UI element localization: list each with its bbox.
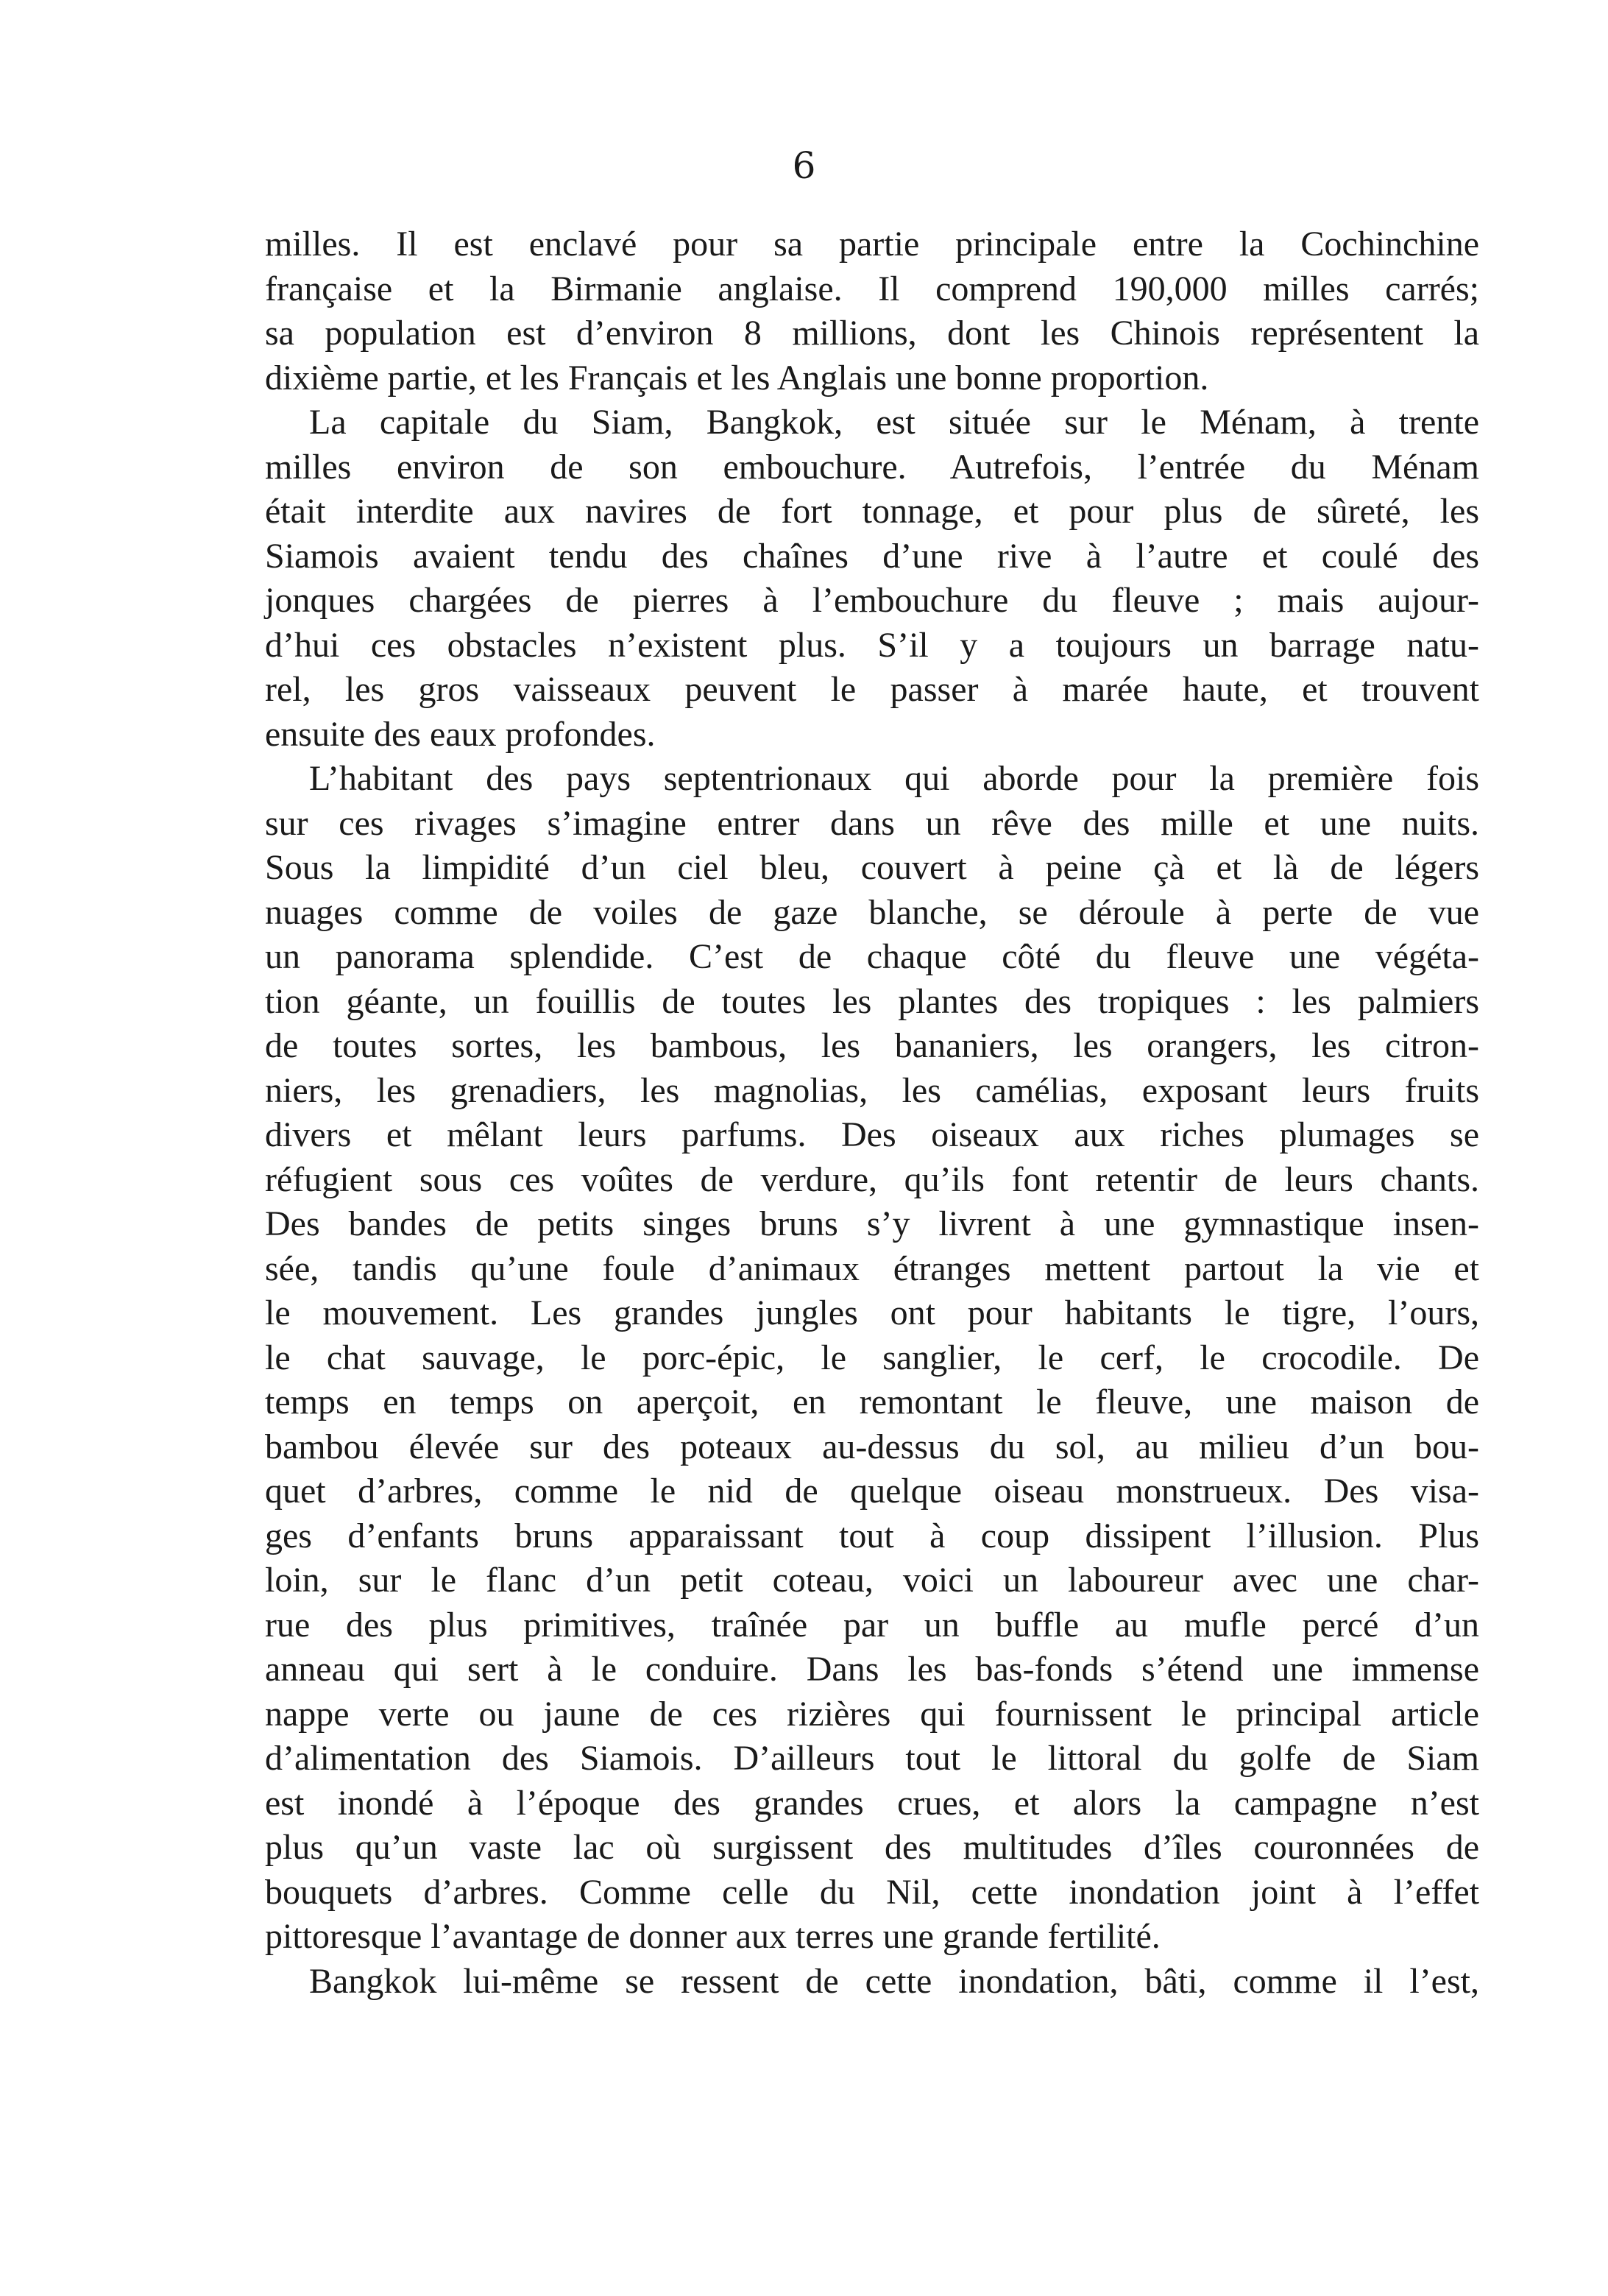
text-line: quet d’arbres, comme le nid de quelque oiseau monstrueux. Des visa- (265, 1472, 1479, 1511)
page-number: 6 (792, 144, 816, 187)
text-line: niers, les grenadiers, les magnolias, les camélias, exposant leurs fruits (265, 1070, 1479, 1110)
text-line: est inondé à l’époque des grandes crues, et alors la campagne n’est (265, 1783, 1479, 1823)
text-line: L’habitant des pays septentrionaux qui aborde pour la première fois (309, 759, 1479, 798)
text-line: d’hui ces obstacles n’existent plus. S’il y a toujours un barrage natu- (265, 625, 1479, 665)
text-line: jonques chargées de pierres à l’embouchure du fleuve ; mais aujour- (265, 581, 1479, 620)
text-line: Des bandes de petits singes bruns s’y livrent à une gymnastique insen- (265, 1204, 1479, 1243)
text-line: le chat sauvage, le porc-épic, le sanglier, le cerf, le crocodile. De (265, 1338, 1479, 1377)
text-line: française et la Birmanie anglaise. Il comprend 190,000 milles carrés; (265, 269, 1479, 308)
text-line: anneau qui sert à le conduire. Dans les bas-fonds s’étend une immense (265, 1650, 1479, 1689)
text-line: La capitale du Siam, Bangkok, est située sur le Ménam, à trente (309, 403, 1479, 442)
text-line: Sous la limpidité d’un ciel bleu, couvert à peine çà et là de légers (265, 848, 1479, 887)
text-line: pittoresque l’avantage de donner aux terres une grande fertilité. (265, 1917, 1161, 1956)
text-line: Siamois avaient tendu des chaînes d’une rive à l’autre et coulé des (265, 536, 1479, 576)
body-text (265, 222, 1479, 2004)
text-line: ensuite des eaux profondes. (265, 714, 656, 754)
text-line: était interdite aux navires de fort tonnage, et pour plus de sûreté, les (265, 492, 1479, 531)
text-line: sur ces rivages s’imagine entrer dans un rêve des mille et une nuits. (265, 803, 1479, 843)
text-line: nappe verte ou jaune de ces rizières qui fournissent le principal article (265, 1694, 1479, 1734)
text-line: loin, sur le flanc d’un petit coteau, voici un laboureur avec une char- (265, 1561, 1479, 1600)
text-line: d’alimentation des Siamois. D’ailleurs tout le littoral du golfe de Siam (265, 1739, 1479, 1778)
text-line: ges d’enfants bruns apparaissant tout à coup dissipent l’illusion. Plus (265, 1516, 1479, 1555)
text-line: milles. Il est enclavé pour sa partie principale entre la Cochinchine (265, 225, 1479, 264)
text-line: réfugient sous ces voûtes de verdure, qu’ils font retentir de leurs chants. (265, 1159, 1479, 1199)
text-line: nuages comme de voiles de gaze blanche, se déroule à perte de vue (265, 892, 1479, 932)
text-line: de toutes sortes, les bambous, les bananiers, les orangers, les citron- (265, 1026, 1479, 1065)
text-line: un panorama splendide. C’est de chaque côté du fleuve une végéta- (265, 937, 1479, 976)
text-line: divers et mêlant leurs parfums. Des oiseaux aux riches plumages se (265, 1115, 1479, 1154)
text-line: milles environ de son embouchure. Autrefois, l’entrée du Ménam (265, 447, 1479, 487)
text-line: sée, tandis qu’une foule d’animaux étranges mettent partout la vie et (265, 1248, 1479, 1288)
text-line: bouquets d’arbres. Comme celle du Nil, cette inondation joint à l’effet (265, 1872, 1479, 1912)
text-line: bambou élevée sur des poteaux au-dessus du sol, au milieu d’un bou- (265, 1427, 1479, 1466)
text-line: plus qu’un vaste lac où surgissent des multitudes d’îles couronnées de (265, 1828, 1479, 1867)
text-line: le mouvement. Les grandes jungles ont pour habitants le tigre, l’ours, (265, 1293, 1479, 1332)
text-line: dixième partie, et les Français et les Anglais une bonne proportion. (265, 358, 1209, 398)
text-line: rel, les gros vaisseaux peuvent le passer à marée haute, et trouvent (265, 670, 1479, 709)
text-line: sa population est d’environ 8 millions, dont les Chinois représentent la (265, 314, 1479, 353)
text-line: tion géante, un fouillis de toutes les plantes des tropiques : les palmiers (265, 981, 1479, 1021)
text-line: rue des plus primitives, traînée par un buffle au mufle percé d’un (265, 1605, 1479, 1645)
text-line: temps en temps on aperçoit, en remontant le fleuve, une maison de (265, 1382, 1479, 1421)
text-line: Bangkok lui-même se ressent de cette inondation, bâti, comme il l’est, (309, 1961, 1479, 2001)
